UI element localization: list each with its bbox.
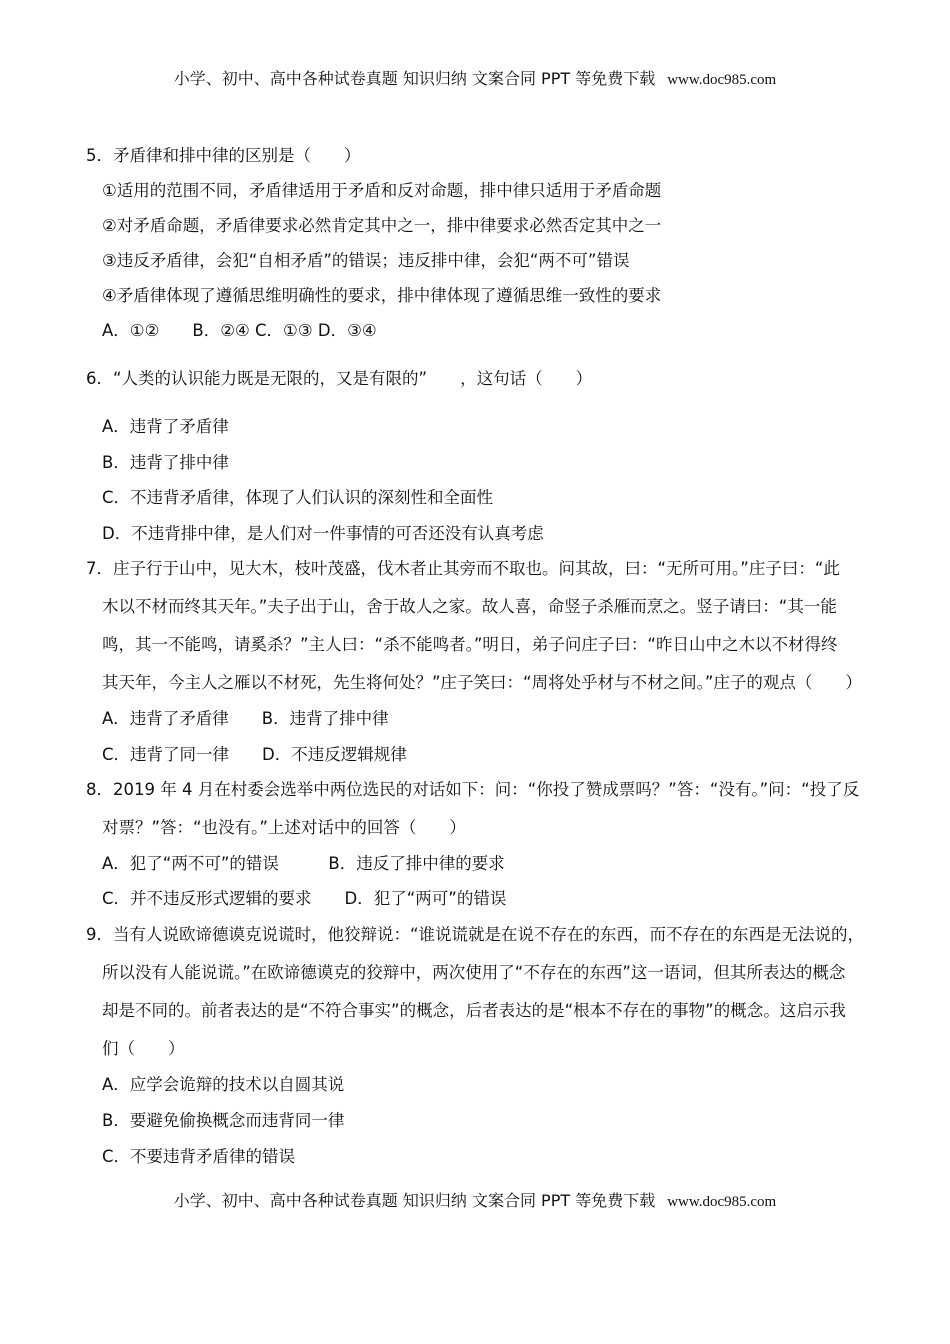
q5-item-1: ①适用的范围不同，矛盾律适用于矛盾和反对命题，排中律只适用于矛盾命题: [102, 181, 662, 200]
q7-line-2: 木以不材而终其天年。”夫子出于山，舍于故人之家。故人喜，命竖子杀雁而烹之。竖子请曰：“其一能: [102, 597, 837, 616]
q9-option-c: C．不要违背矛盾律的错误: [102, 1147, 296, 1166]
q6-stem: 6．“人类的认识能力既是无限的，又是有限的” ，这句话（ ）: [86, 369, 593, 388]
q9-line-4: 们（ ）: [102, 1039, 185, 1058]
q8-options-row-1: A．犯了“两不可”的错误 B．违反了排中律的要求: [102, 854, 505, 873]
q9-option-b: B．要避免偷换概念而违背同一律: [102, 1111, 345, 1130]
q8-line-1: 8．2019 年 4 月在村委会选举中两位选民的对话如下：问：“你投了赞成票吗？”答：“没有。”问：“投了反: [86, 780, 860, 799]
q8-line-2: 对票？”答：“也没有。”上述对话中的回答（ ）: [102, 818, 466, 837]
q6-option-c: C．不违背矛盾律，体现了人们认识的深刻性和全面性: [102, 488, 494, 507]
header-url-link[interactable]: www.doc985.com: [667, 72, 777, 88]
q9-line-3: 却是不同的。前者表达的是“不符合事实”的概念，后者表达的是“根本不存在的事物”的概念。这启示我: [102, 1001, 846, 1020]
header-text: 小学、初中、高中各种试卷真题 知识归纳 文案合同 PPT 等免费下载: [173, 69, 656, 88]
q5-stem: 5．矛盾律和排中律的区别是（ ）: [86, 146, 361, 165]
q5-item-4: ④矛盾律体现了遵循思维明确性的要求，排中律体现了遵循思维一致性的要求: [102, 286, 662, 305]
q5-item-2: ②对矛盾命题，矛盾律要求必然肯定其中之一，排中律要求必然否定其中之一: [102, 216, 662, 235]
q7-line-4: 其天年，今主人之雁以不材死，先生将何处？”庄子笑曰：“周将处乎材与不材之间。”庄子的观点（ ）: [102, 673, 862, 692]
q7-line-1: 7．庄子行于山中，见大木，枝叶茂盛，伐木者止其旁而不取也。问其故，曰：“无所可用。”庄子曰：“此: [86, 559, 840, 578]
q7-options-row-1: A．违背了矛盾律 B．违背了排中律: [102, 709, 389, 728]
q8-options-row-2: C．并不违反形式逻辑的要求 D．犯了“两可”的错误: [102, 889, 507, 908]
q5-options: A．①② B．②④ C．①③ D．③④: [102, 321, 377, 340]
footer-url-link[interactable]: www.doc985.com: [667, 1194, 777, 1210]
q6-option-b: B．违背了排中律: [102, 453, 229, 472]
q9-line-2: 所以没有人能说谎。”在欧谛德谟克的狡辩中，两次使用了“不存在的东西”这一语词，但其所表达的概念: [102, 963, 846, 982]
footer-text: 小学、初中、高中各种试卷真题 知识归纳 文案合同 PPT 等免费下载: [173, 1191, 656, 1210]
q7-line-3: 鸣，其一不能鸣，请奚杀？”主人曰：“杀不能鸣者。”明日，弟子问庄子曰：“昨日山中之木以不材得终: [102, 635, 838, 654]
q9-line-1: 9．当有人说欧谛德谟克说谎时，他狡辩说：“谁说谎就是在说不存在的东西，而不存在的东西是无法说的，: [86, 925, 865, 944]
q6-option-a: A．违背了矛盾律: [102, 417, 229, 436]
q9-option-a: A．应学会诡辩的技术以自圆其说: [102, 1075, 345, 1094]
q6-option-d: D．不违背排中律，是人们对一件事情的可否还没有认真考虑: [102, 524, 544, 543]
q7-options-row-2: C．违背了同一律 D．不违反逻辑规律: [102, 745, 407, 764]
q5-item-3: ③违反矛盾律，会犯“自相矛盾”的错误；违反排中律，会犯“两不可”错误: [102, 251, 630, 270]
page-footer: [0, 1188, 950, 1211]
page-header: [0, 66, 950, 89]
